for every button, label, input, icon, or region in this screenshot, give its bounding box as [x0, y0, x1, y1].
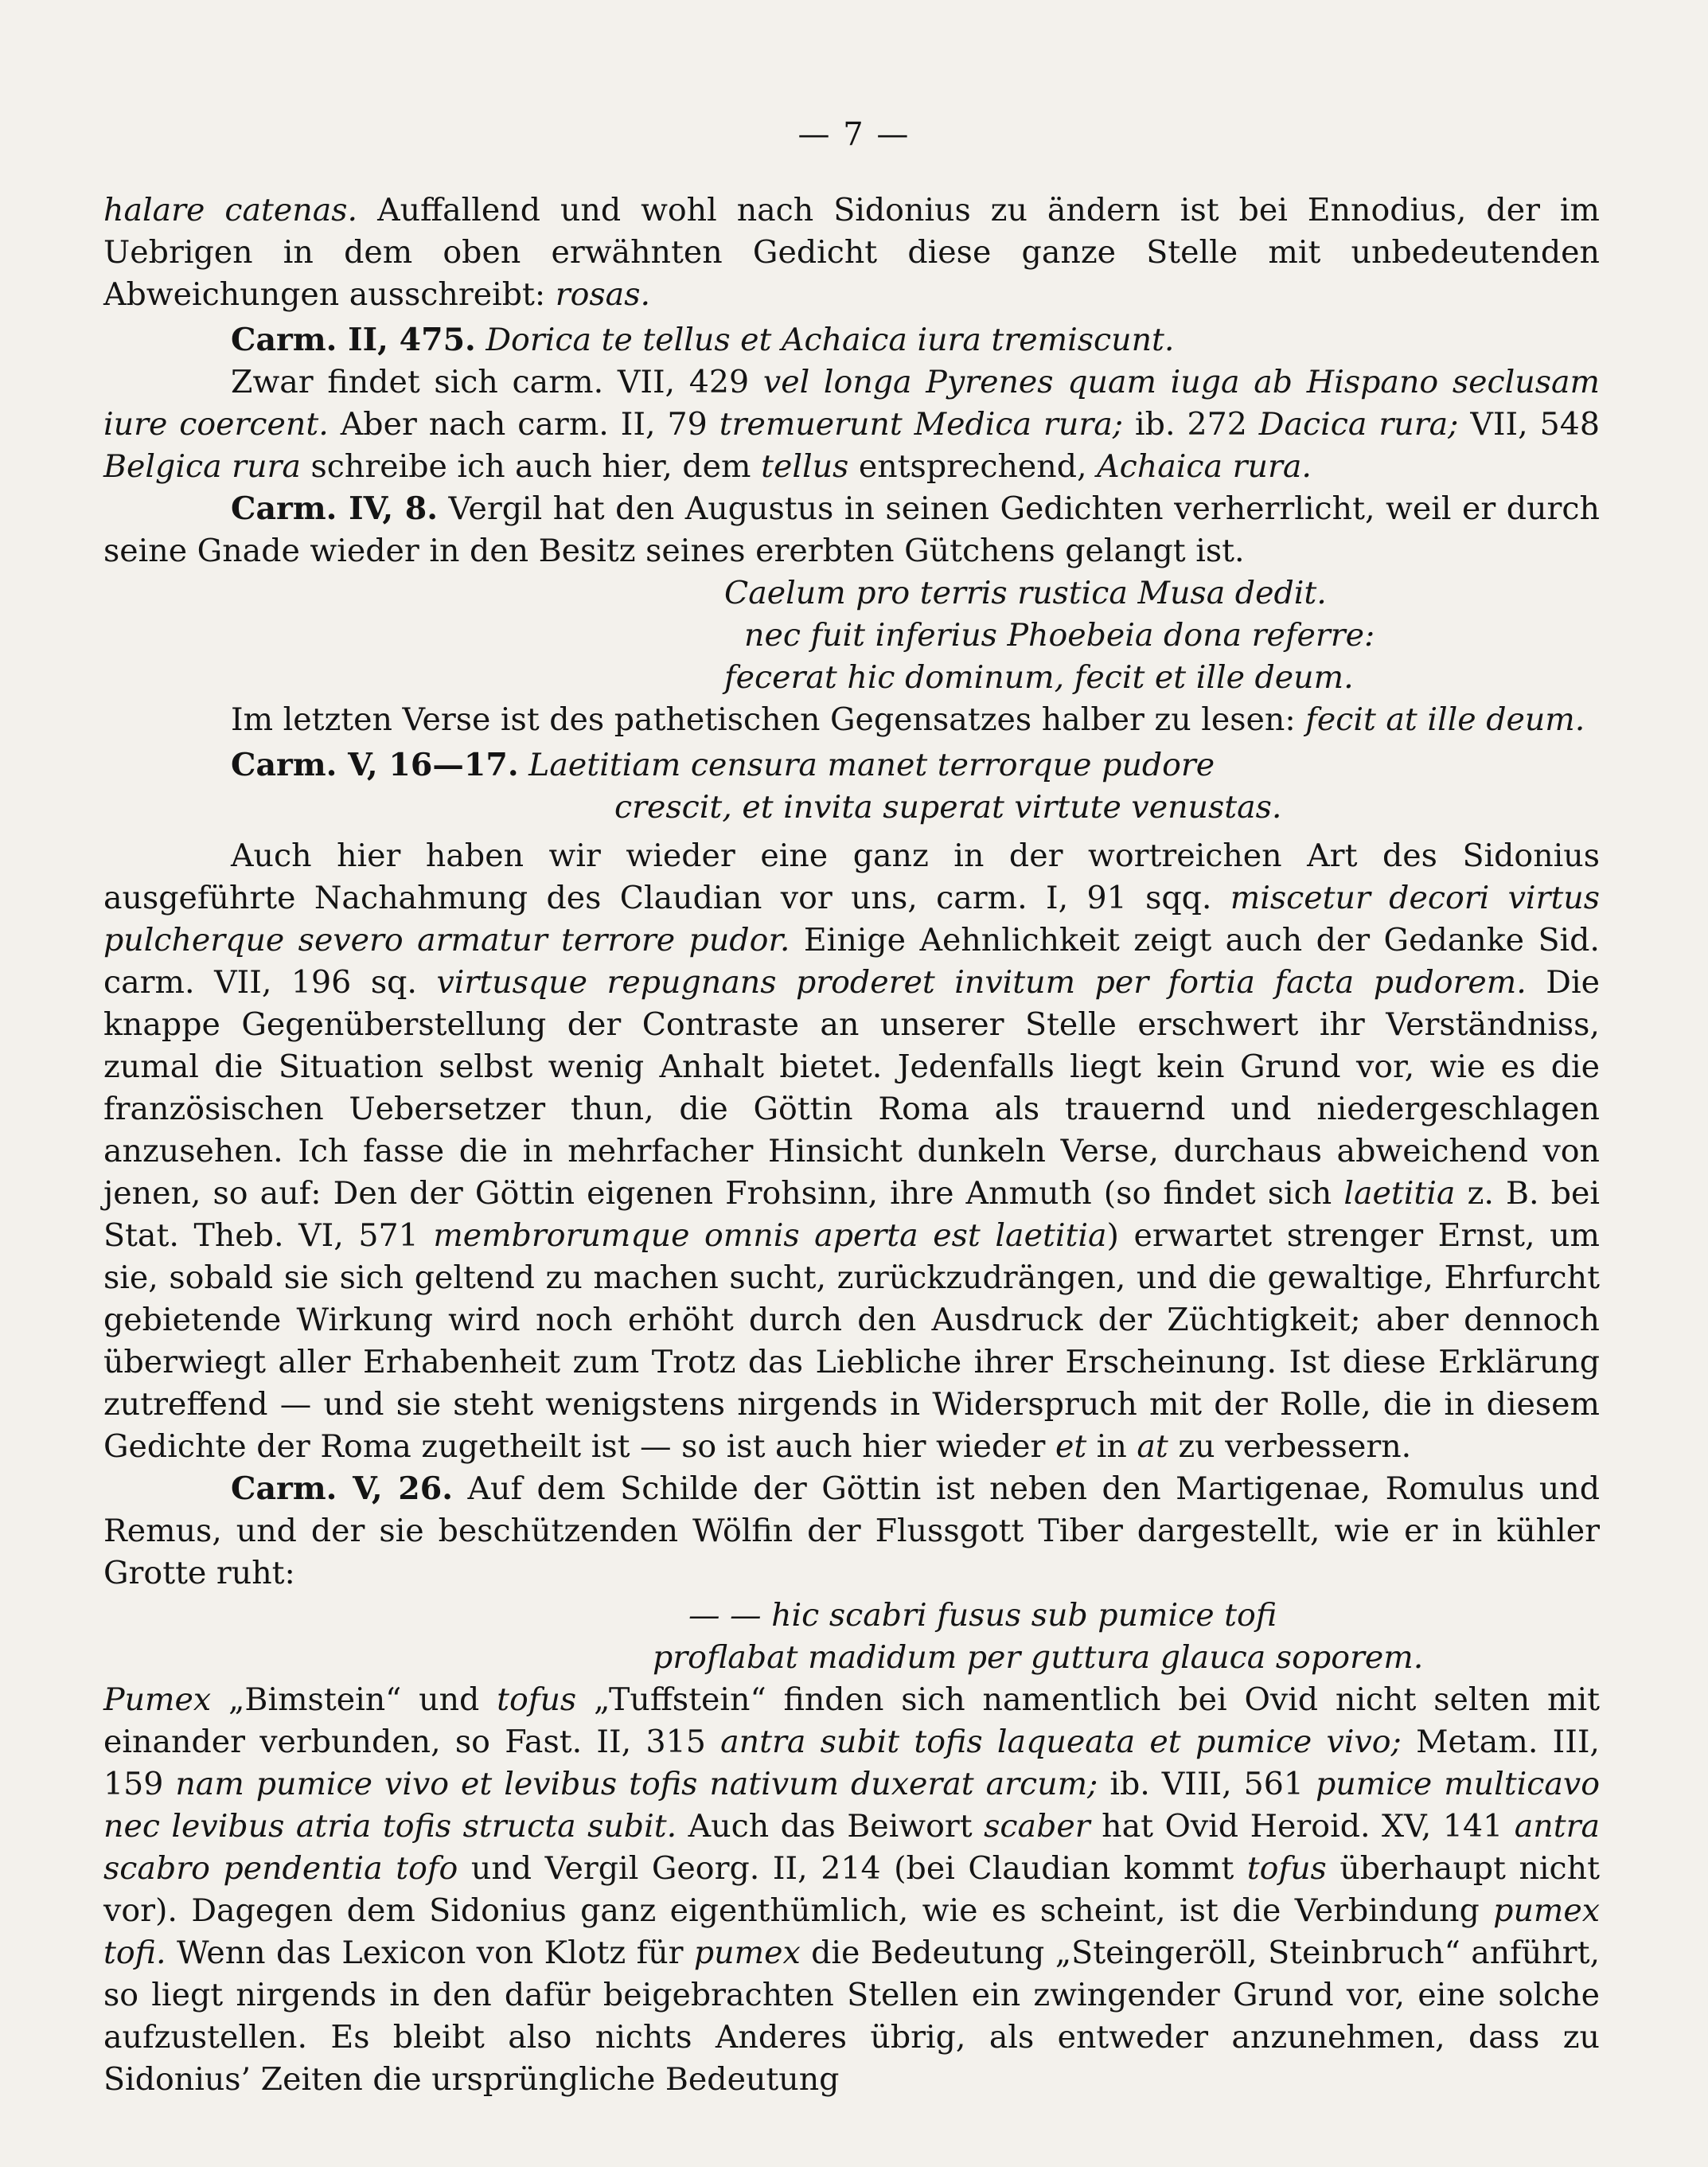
- verse-line: [103, 1595, 1600, 1637]
- text-run: die Bedeutung „Steingeröll, Steinbruch“ anführt, so liegt nirgends in den dafür beigebrachten Stellen ein zwingender Grund vor, eine solche aufzustellen. Es bleibt also nichts Anderes übrig, als entweder anzunehmen, dass zu Sidonius’ Zeiten die ursprüngliche Bedeutung: [103, 1935, 1600, 2098]
- text-run: [519, 747, 529, 783]
- latin-quote: rosas.: [555, 276, 651, 313]
- text-run: Zwar findet sich carm. VII, 429: [231, 364, 763, 400]
- text-run: überhaupt nicht vor). Dagegen dem Sidonius ganz eigenthümlich, wie es scheint, ist die Verbindung: [103, 1850, 1600, 1929]
- text-run: zu verbessern.: [1168, 1428, 1412, 1465]
- latin-quote: Dacica rura;: [1258, 406, 1459, 443]
- latin-quote: vel longa Pyrenes quam iuga ab Hispano seclusam iure coercent.: [103, 364, 1600, 443]
- text-run: Auffallend und wohl nach Sidonius zu ändern ist bei Ennodius, der im Uebrigen in dem oben erwähnten Gedicht diese ganze Stelle mit unbedeutenden Abweichungen ausschreibt:: [103, 192, 1600, 313]
- text-run: „Bimstein“ und: [211, 1681, 497, 1718]
- text-run: Auf dem Schilde der Göttin ist neben den Martigenae, Romulus und Remus, und der sie beschützenden Wölfin der Flussgott Tiber dargestellt, wie er in kühler Grotte ruht:: [103, 1470, 1601, 1591]
- latin-quote: Belgica rura: [103, 448, 301, 485]
- latin-quote: Achaica rura.: [1097, 448, 1312, 485]
- latin-quote: fecerat hic dominum, fecit et ille deum.: [724, 659, 1354, 696]
- paragraph: [103, 1679, 1600, 2101]
- text-run: Auch hier haben wir wieder eine ganz in der wortreichen Art des Sidonius ausgeführte Nachahmung des Claudian vor uns, carm. I, 91 sqq.: [103, 838, 1600, 916]
- section-heading: Carm. V, 16—17.: [231, 747, 519, 783]
- latin-quote: pumex tofi.: [103, 1892, 1600, 1971]
- verse-quote: [103, 572, 1600, 699]
- text-run: „Tuffstein“ finden sich namentlich bei Ovid nicht selten mit einander verbunden, so Fast. II, 315: [103, 1681, 1600, 1760]
- latin-quote: miscetur decori virtus pulcherque severo armatur terrore pudor.: [103, 880, 1600, 959]
- section-carm-v-26: [103, 1468, 1600, 1595]
- verse-quote: [103, 1595, 1600, 1679]
- text-run: VII, 548: [1458, 406, 1601, 443]
- latin-quote: at: [1137, 1428, 1168, 1465]
- body-text: [103, 189, 1600, 2101]
- text-run: Im letzten Verse ist des pathetischen Gegensatzes halber zu lesen:: [231, 701, 1306, 738]
- text-run: Aber nach carm. II, 79: [328, 406, 719, 443]
- text-run: hat Ovid Heroid. XV, 141: [1090, 1808, 1515, 1845]
- latin-quote: nam pumice vivo et levibus tofis nativum duxerat arcum;: [175, 1766, 1098, 1802]
- text-run: und Vergil Georg. II, 214 (bei Claudian kommt: [458, 1850, 1247, 1887]
- verse-line: [103, 787, 1600, 829]
- text-run: Die knappe Gegenüberstellung der Contraste an unserer Stelle erschwert ihr Verständniss, zumal die Situation selbst wenig Anhalt bietet. Jedenfalls liegt kein Grund vor, wie es die französischen Uebersetzer thun, die Göttin Roma als trauernd und niedergeschlagen anzusehen. Ich fasse die in mehrfacher Hinsicht dunkeln Verse, durchaus abweichend von jenen, so auf: Den der Göttin eigenen Frohsinn, ihre Anmuth (so findet sich: [103, 964, 1600, 1212]
- latin-quote: nec fuit inferius Phoebeia dona referre:: [744, 617, 1375, 654]
- verse-line: [103, 615, 1600, 657]
- latin-quote: antra scabro pendentia tofo: [103, 1808, 1600, 1887]
- text-run: ib. 272: [1123, 406, 1259, 443]
- latin-quote: tofus: [1246, 1850, 1327, 1887]
- latin-quote: laetitia: [1343, 1175, 1456, 1212]
- latin-quote: et: [1055, 1428, 1087, 1465]
- verse-line: [103, 1637, 1600, 1679]
- latin-quote: tellus: [761, 448, 849, 485]
- text-run: in: [1086, 1428, 1137, 1465]
- section-heading: Carm. V, 26.: [231, 1470, 453, 1507]
- latin-quote: virtusque repugnans proderet invitum per fortia facta pudorem.: [436, 964, 1527, 1001]
- text-run: Wenn das Lexicon von Klotz für: [166, 1935, 694, 1971]
- latin-quote: pumice multicavo nec levibus atria tofis structa subit.: [103, 1766, 1601, 1845]
- latin-quote: membrorumque omnis aperta est laetitia: [433, 1217, 1107, 1254]
- section-heading: Carm. II, 475.: [231, 322, 476, 358]
- section-carm-iv-8: [103, 488, 1600, 572]
- text-run: Vergil hat den Augustus in seinen Gedichten verherrlicht, weil er durch seine Gnade wieder in den Besitz seines ererbten Gütchens gelangt ist.: [103, 490, 1600, 569]
- latin-quote: tremuerunt Medica rura;: [719, 406, 1124, 443]
- section-carm-ii-475: [103, 319, 1600, 361]
- latin-quote: Caelum pro terris rustica Musa dedit.: [724, 575, 1327, 611]
- latin-quote: tofus: [497, 1681, 577, 1718]
- text-run: Einige Aehnlichkeit zeigt auch der Gedanke Sid. carm. VII, 196 sq.: [103, 922, 1600, 1001]
- latin-quote: halare catenas.: [103, 192, 358, 228]
- latin-quote: Laetitiam censura manet terrorque pudore: [528, 747, 1215, 783]
- text-run: entsprechend,: [848, 448, 1098, 485]
- paragraph: [103, 189, 1600, 316]
- section-heading: Carm. IV, 8.: [231, 490, 439, 527]
- latin-quote: antra subit tofis laqueata et pumice vivo;: [720, 1724, 1402, 1760]
- latin-quote: proflabat madidum per guttura glauca soporem.: [653, 1639, 1424, 1676]
- latin-quote: — — hic scabri fusus sub pumice tofi: [688, 1597, 1277, 1634]
- latin-quote: fecit at ille deum.: [1305, 701, 1585, 738]
- text-run: ) erwartet strenger Ernst, um sie, sobald sie sich geltend zu machen sucht, zurückzudrängen, und die gewaltige, Ehrfurcht gebietende Wirkung wird noch erhöht durch den Ausdruck der Züchtigkeit; aber dennoch überwiegt aller Erhabenheit zum Trotz das Liebliche ihrer Erscheinung. Ist diese Erklärung zutreffend — und sie steht wenigstens nirgends in Widerspruch mit der Rolle, die in diesem Gedichte der Roma zugetheilt ist — so ist auch hier wieder: [103, 1217, 1601, 1465]
- text-run: schreibe ich auch hier, dem: [300, 448, 762, 485]
- verse-line: [103, 657, 1600, 699]
- page-number: — 7 —: [797, 116, 911, 153]
- section-carm-v-16-17: [103, 744, 1600, 787]
- text-run: [476, 322, 486, 358]
- latin-quote: crescit, et invita superat virtute venustas.: [614, 789, 1282, 826]
- paragraph: [103, 835, 1600, 1468]
- latin-quote: Dorica te tellus et Achaica iura tremiscunt.: [485, 322, 1175, 358]
- latin-quote: Pumex: [103, 1681, 212, 1718]
- paragraph: [103, 361, 1600, 488]
- latin-quote: scaber: [984, 1808, 1090, 1845]
- text-run: Auch das Beiwort: [677, 1808, 985, 1845]
- text-run: Metam. III, 159: [103, 1724, 1600, 1802]
- paragraph: [103, 699, 1600, 741]
- verse-line: [103, 572, 1600, 615]
- text-run: ib. VIII, 561: [1098, 1766, 1316, 1802]
- text-run: z. B. bei Stat. Theb. VI, 571: [103, 1175, 1600, 1254]
- latin-quote: pumex: [693, 1935, 801, 1971]
